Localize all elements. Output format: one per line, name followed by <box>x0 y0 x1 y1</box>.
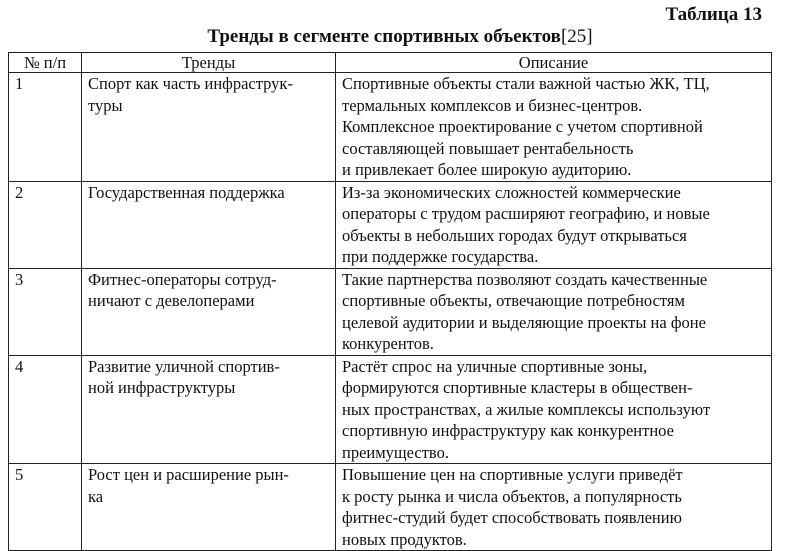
description-line: Повышение цен на спортивные услуги приведёт <box>342 465 683 484</box>
description-line: фитнес-студий будет способствовать появлению <box>342 508 682 527</box>
description-line: формируются спортивные кластеры в обществен- <box>342 378 693 397</box>
description-line: Спортивные объекты стали важной частью ЖК, ТЦ, <box>342 74 710 93</box>
row-number: 1 <box>9 73 82 182</box>
trend-line: Рост цен и расширение рын- <box>88 465 289 484</box>
table-row <box>9 73 772 182</box>
description-line: составляющей повышает рентабельность <box>342 138 634 158</box>
trend-line: ничают с девелоперами <box>88 291 255 310</box>
row-description <box>336 268 772 355</box>
table-row <box>9 181 772 268</box>
row-number: 2 <box>9 181 82 268</box>
table-title-reference: [25] <box>560 26 593 47</box>
description-line: при поддержке государства. <box>342 247 539 266</box>
table-number: Таблица 13 <box>665 4 762 25</box>
trend-line: туры <box>88 95 123 115</box>
row-trend <box>82 268 336 355</box>
description-line: преимущество. <box>342 442 449 462</box>
table-row <box>9 268 772 355</box>
description-line: спортивную инфраструктуру как конкурентное <box>342 421 674 440</box>
description-line: Такие партнерства позволяют создать качественные <box>342 269 708 289</box>
description-line: термальных комплексов и бизнес-центров. <box>342 95 643 115</box>
description-line: ных пространствах, а жилые комплексы используют <box>342 399 711 419</box>
row-number: 4 <box>9 355 82 464</box>
row-description <box>336 181 772 268</box>
trend-line: Фитнес-операторы сотруд- <box>88 269 277 289</box>
row-number: 3 <box>9 268 82 355</box>
row-trend <box>82 355 336 464</box>
header-description: Описание <box>336 53 772 73</box>
trend-line: ной инфраструктуры <box>88 378 236 397</box>
row-number: 5 <box>9 464 82 551</box>
row-description <box>336 73 772 182</box>
description-line: новых продуктов. <box>342 529 467 549</box>
row-description <box>336 355 772 464</box>
description-line: целевой аудитории и выделяющие проекты на фоне <box>342 312 706 332</box>
table-title <box>0 26 800 48</box>
header-number: № п/п <box>9 53 82 73</box>
description-line: конкурентов. <box>342 334 434 353</box>
description-line: к росту рынка и числа объектов, а популярность <box>342 486 682 506</box>
description-line: объекты в небольших городах будут открываться <box>342 225 687 245</box>
row-trend <box>82 73 336 182</box>
description-line: и привлекает более широкую аудиторию. <box>342 160 632 179</box>
description-line: Растёт спрос на уличные спортивные зоны, <box>342 356 648 376</box>
trend-line: Развитие уличной спортив- <box>88 356 280 376</box>
description-line: Комплексное проектирование с учетом спортивной <box>342 117 703 136</box>
table-row <box>9 355 772 464</box>
row-trend <box>82 464 336 551</box>
header-trend: Тренды <box>82 53 336 73</box>
row-trend <box>82 181 336 268</box>
description-line: спортивные объекты, отвечающие потребностям <box>342 291 685 310</box>
trend-line: Спорт как часть инфраструк- <box>88 74 293 93</box>
trend-line: ка <box>88 486 104 506</box>
table-row <box>9 464 772 551</box>
trends-table <box>8 52 772 551</box>
description-line: операторы с трудом расширяют географию, и новые <box>342 204 710 223</box>
table-title-text: Тренды в сегменте спортивных объектов <box>207 26 561 47</box>
trend-line: Государственная поддержка <box>88 182 285 202</box>
description-line: Из-за экономических сложностей коммерческие <box>342 182 681 202</box>
row-description <box>336 464 772 551</box>
table-header-row <box>9 53 772 73</box>
